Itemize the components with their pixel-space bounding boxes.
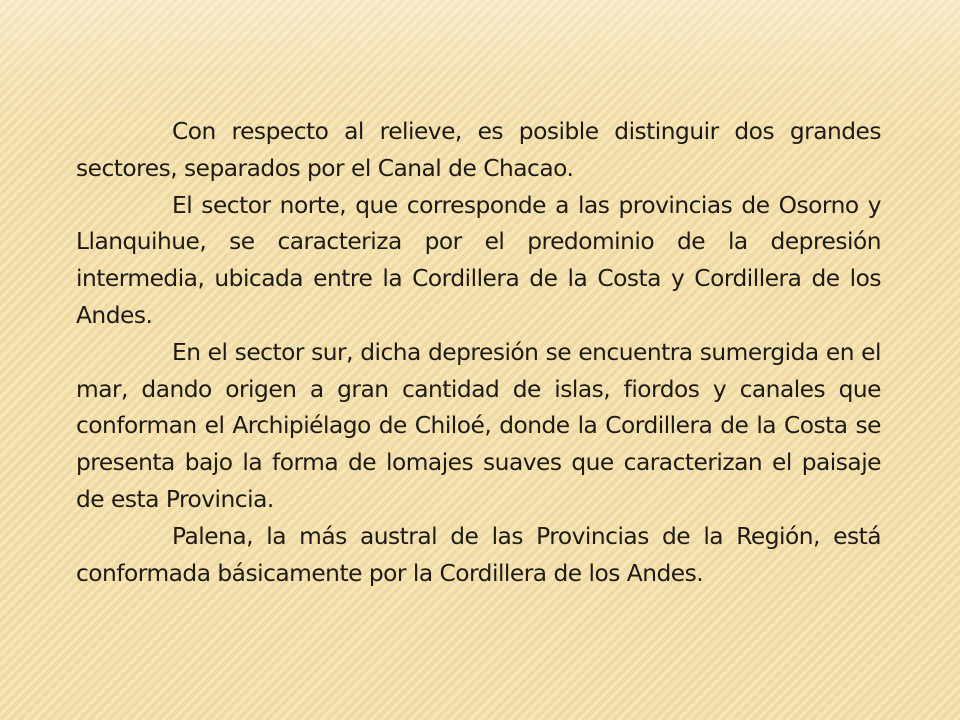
slide-body-text <box>76 114 881 592</box>
paragraph-sector-norte: El sector norte, que corresponde a las provincias de Osorno y Llanquihue, se caracteriza por el predominio de la depresión intermedia, ubicada entre la Cordillera de la Costa y Cordillera de los Andes. <box>76 191 881 329</box>
paragraph-palena: Palena, la más austral de las Provincias de la Región, está conformada básicamente por la Cordillera de los Andes. <box>76 522 881 587</box>
paragraph-sector-sur: En el sector sur, dicha depresión se encuentra sumergida en el mar, dando origen a gran cantidad de islas, fiordos y canales que conforman el Archipiélago de Chiloé, donde la Cordillera de la Costa se presenta bajo la forma de lomajes suaves que caracterizan el paisaje de esta Provincia. <box>76 338 881 513</box>
paragraph-relieve: Con respecto al relieve, es posible distinguir dos grandes sectores, separados por el Canal de Chacao. <box>76 118 881 182</box>
